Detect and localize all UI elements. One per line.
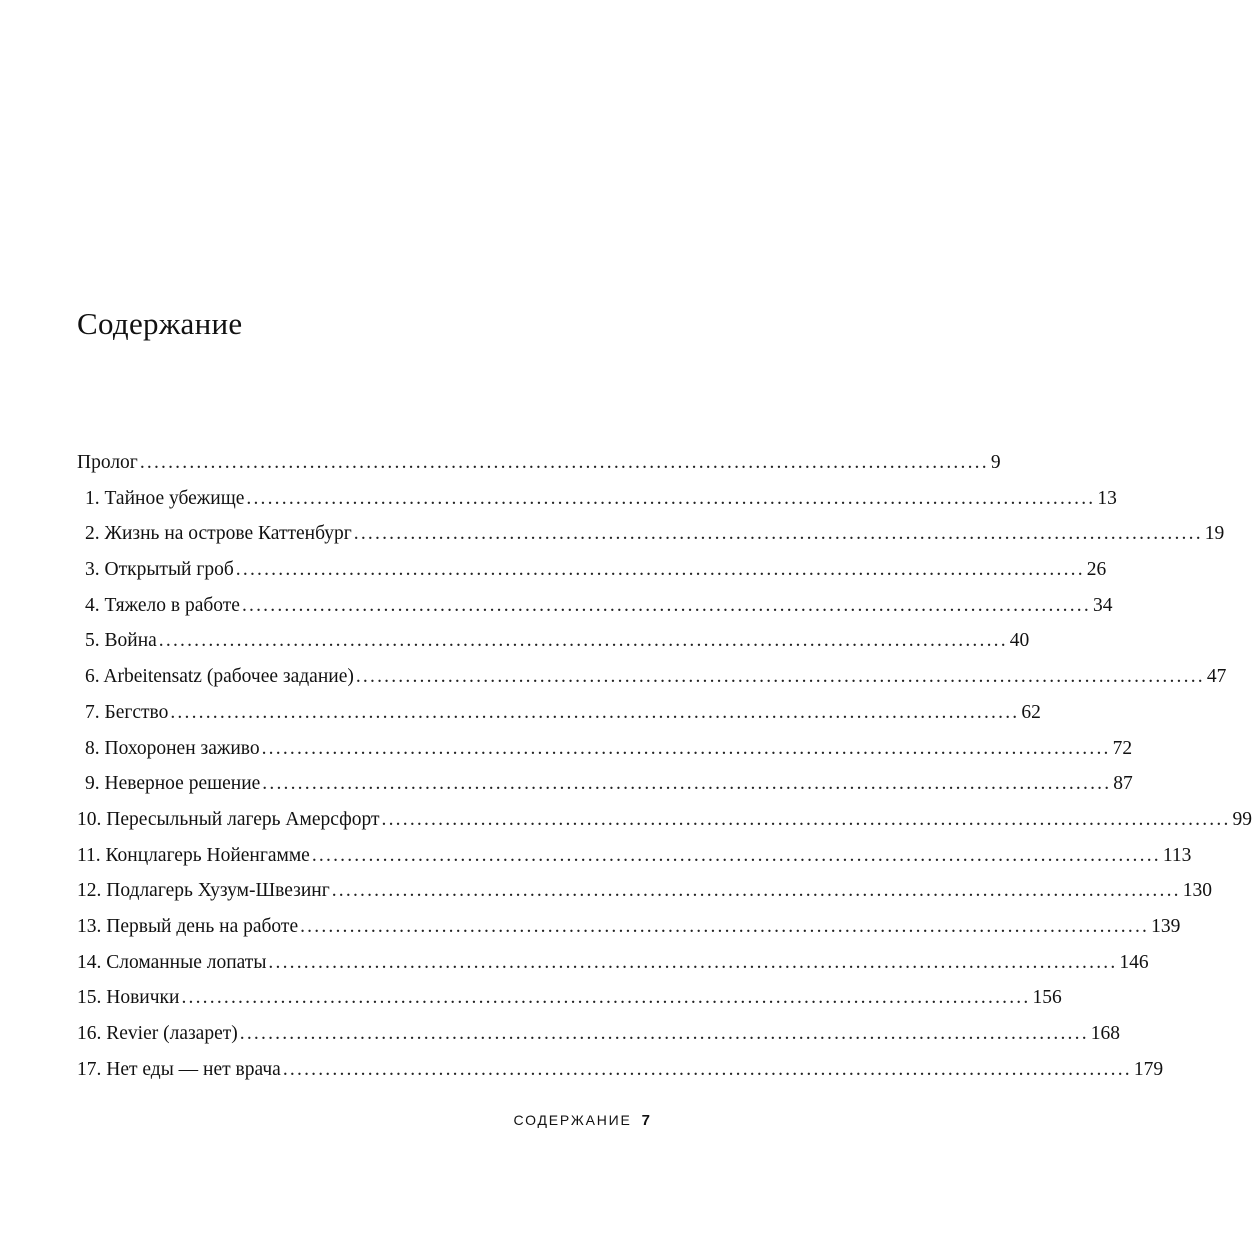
toc-entry-title: 11. Концлагерь Нойенгамме (77, 844, 310, 866)
toc-entry-page: 47 (1206, 666, 1227, 688)
toc-entry (77, 945, 1149, 981)
toc-entry-title: 2. Жизнь на острове Каттенбург (85, 523, 352, 545)
toc-leader-dots: ........................................................................................................................ (170, 701, 1020, 723)
toc-leader-dots: ........................................................................................................................ (268, 951, 1118, 973)
toc-leader-dots: ........................................................................................................................ (331, 880, 1181, 902)
toc-entry-page: 87 (1113, 773, 1133, 795)
toc-leader-dots: ........................................................................................................................ (158, 630, 1008, 652)
toc-leader-dots: ........................................................................................................................ (311, 844, 1161, 866)
toc-entry-title: 16. Revier (лазарет) (77, 1023, 238, 1044)
toc-entry-page: 62 (1021, 701, 1041, 723)
toc-entry-page: 26 (1086, 559, 1107, 581)
toc-entry (77, 552, 1107, 588)
toc-leader-dots: ........................................................................................................................ (235, 559, 1085, 581)
toc-entry-title: 6. Arbeitensatz (рабочее задание) (85, 666, 354, 688)
toc-entry (77, 588, 1113, 624)
toc-entry-title: 5. Война (85, 630, 157, 652)
toc-entry-page: 34 (1092, 594, 1113, 616)
toc-entry (77, 659, 1227, 695)
toc-entry (77, 516, 1225, 552)
table-of-contents (77, 445, 1252, 1087)
toc-entry-page: 99 (1232, 808, 1252, 830)
toc-leader-dots: ........................................................................................................................ (300, 915, 1150, 937)
toc-entry-page: 179 (1133, 1058, 1164, 1080)
running-footer (513, 1112, 650, 1129)
toc-leader-dots: ........................................................................................................................ (239, 1023, 1089, 1044)
page-title: Содержание (77, 306, 243, 341)
toc-entry (77, 481, 1117, 517)
toc-leader-dots: ........................................................................................................................ (355, 666, 1205, 688)
toc-entry-page: 72 (1112, 737, 1133, 759)
toc-leader-dots: ........................................................................................................................ (261, 737, 1111, 759)
toc-leader-dots: ........................................................................................................................ (181, 987, 1031, 1009)
toc-entry-title: 4. Тяжело в работе (85, 594, 240, 616)
toc-entry-title: 9. Неверное решение (85, 773, 261, 795)
toc-entry-page: 113 (1162, 844, 1192, 866)
toc-entry (77, 980, 1062, 1016)
toc-entry (77, 1052, 1164, 1088)
toc-entry-title: 7. Бегство (85, 701, 169, 723)
toc-entry (77, 623, 1030, 659)
toc-entry-page: 146 (1119, 951, 1149, 973)
toc-entry-page: 19 (1204, 523, 1225, 545)
toc-entry-page: 9 (990, 452, 1001, 473)
toc-entry-page: 139 (1151, 915, 1181, 937)
toc-entry (77, 873, 1212, 909)
toc-entry (77, 731, 1133, 767)
toc-leader-dots: ........................................................................................................................ (262, 773, 1112, 795)
toc-entry (77, 802, 1252, 838)
toc-entry-page: 168 (1090, 1023, 1121, 1044)
toc-entry (77, 838, 1192, 874)
toc-entry-title: 15. Новички (77, 987, 180, 1009)
toc-entry (77, 445, 1001, 481)
toc-entry-title: 10. Пересыльный лагерь Амерсфорт (77, 808, 380, 830)
toc-entry (77, 766, 1133, 802)
toc-entry-title: 1. Тайное убежище (85, 487, 245, 509)
toc-entry-title: 14. Сломанные лопаты (77, 951, 267, 973)
toc-entry-page: 13 (1097, 487, 1117, 509)
toc-leader-dots: ........................................................................................................................ (246, 487, 1096, 509)
toc-leader-dots: ........................................................................................................................ (241, 594, 1091, 616)
footer-section-label: СОДЕРЖАНИЕ (513, 1112, 632, 1128)
toc-leader-dots: ........................................................................................................................ (139, 452, 989, 473)
footer-page-number: 7 (641, 1112, 650, 1129)
toc-entry-page: 130 (1182, 880, 1212, 902)
toc-entry-title: 17. Нет еды — нет врача (77, 1058, 281, 1080)
toc-entry-title: 12. Подлагерь Хузум-Швезинг (77, 880, 330, 902)
toc-leader-dots: ........................................................................................................................ (353, 523, 1203, 545)
toc-entry (77, 695, 1041, 731)
toc-entry-page: 156 (1032, 987, 1062, 1009)
toc-leader-dots: ........................................................................................................................ (282, 1058, 1132, 1080)
toc-leader-dots: ........................................................................................................................ (381, 808, 1231, 830)
toc-entry (77, 1016, 1121, 1052)
toc-entry-title: Пролог (77, 452, 138, 473)
toc-entry-title: 13. Первый день на работе (77, 915, 299, 937)
toc-entry-page: 40 (1009, 630, 1030, 652)
toc-entry-title: 3. Открытый гроб (85, 559, 234, 581)
toc-entry-title: 8. Похоронен заживо (85, 737, 260, 759)
toc-entry (77, 909, 1181, 945)
